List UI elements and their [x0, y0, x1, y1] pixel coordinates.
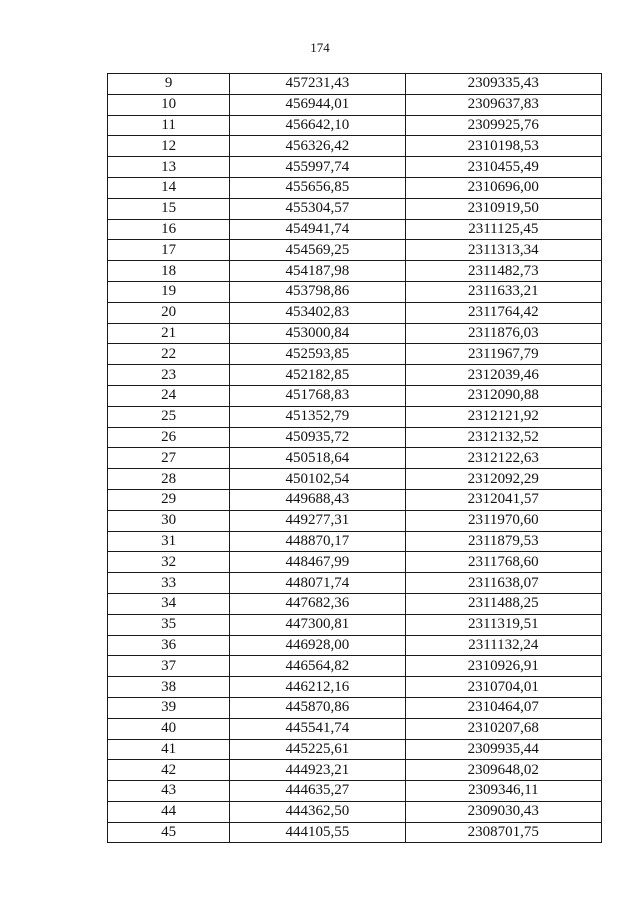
point-number-cell: 37	[108, 656, 230, 677]
x-coordinate-cell: 455656,85	[230, 177, 405, 198]
y-coordinate-cell: 2311967,79	[405, 344, 601, 365]
x-coordinate-cell: 445870,86	[230, 697, 405, 718]
table-row	[108, 302, 602, 323]
point-number-cell: 24	[108, 385, 230, 406]
y-coordinate-cell: 2311488,25	[405, 593, 601, 614]
point-number-cell: 40	[108, 718, 230, 739]
table-row	[108, 781, 602, 802]
point-number-cell: 44	[108, 801, 230, 822]
point-number-cell: 13	[108, 157, 230, 178]
y-coordinate-cell: 2311876,03	[405, 323, 601, 344]
point-number-cell: 39	[108, 697, 230, 718]
table-row	[108, 801, 602, 822]
point-number-cell: 17	[108, 240, 230, 261]
y-coordinate-cell: 2310198,53	[405, 136, 601, 157]
table-row	[108, 573, 602, 594]
x-coordinate-cell: 447300,81	[230, 614, 405, 635]
table-row	[108, 489, 602, 510]
x-coordinate-cell: 454569,25	[230, 240, 405, 261]
table-row	[108, 74, 602, 95]
point-number-cell: 21	[108, 323, 230, 344]
point-number-cell: 38	[108, 677, 230, 698]
point-number-cell: 27	[108, 448, 230, 469]
y-coordinate-cell: 2309637,83	[405, 94, 601, 115]
table-row	[108, 406, 602, 427]
y-coordinate-cell: 2312090,88	[405, 385, 601, 406]
point-number-cell: 16	[108, 219, 230, 240]
x-coordinate-cell: 456326,42	[230, 136, 405, 157]
y-coordinate-cell: 2309346,11	[405, 781, 601, 802]
table-row	[108, 219, 602, 240]
y-coordinate-cell: 2309935,44	[405, 739, 601, 760]
table-row	[108, 448, 602, 469]
point-number-cell: 11	[108, 115, 230, 136]
y-coordinate-cell: 2309925,76	[405, 115, 601, 136]
x-coordinate-cell: 453798,86	[230, 281, 405, 302]
x-coordinate-cell: 446212,16	[230, 677, 405, 698]
x-coordinate-cell: 449688,43	[230, 489, 405, 510]
y-coordinate-cell: 2311633,21	[405, 281, 601, 302]
point-number-cell: 19	[108, 281, 230, 302]
y-coordinate-cell: 2311768,60	[405, 552, 601, 573]
point-number-cell: 18	[108, 261, 230, 282]
table-row	[108, 635, 602, 656]
table-row	[108, 94, 602, 115]
x-coordinate-cell: 448870,17	[230, 531, 405, 552]
x-coordinate-cell: 444635,27	[230, 781, 405, 802]
y-coordinate-cell: 2311125,45	[405, 219, 601, 240]
point-number-cell: 14	[108, 177, 230, 198]
table-row	[108, 614, 602, 635]
point-number-cell: 33	[108, 573, 230, 594]
y-coordinate-cell: 2312132,52	[405, 427, 601, 448]
table-row	[108, 177, 602, 198]
point-number-cell: 36	[108, 635, 230, 656]
y-coordinate-cell: 2310704,01	[405, 677, 601, 698]
x-coordinate-cell: 448467,99	[230, 552, 405, 573]
x-coordinate-cell: 444105,55	[230, 822, 405, 843]
point-number-cell: 25	[108, 406, 230, 427]
y-coordinate-cell: 2310464,07	[405, 697, 601, 718]
table-row	[108, 697, 602, 718]
x-coordinate-cell: 446928,00	[230, 635, 405, 656]
y-coordinate-cell: 2312092,29	[405, 469, 601, 490]
table-row	[108, 427, 602, 448]
table-row	[108, 469, 602, 490]
table-row	[108, 510, 602, 531]
table-row	[108, 656, 602, 677]
y-coordinate-cell: 2311970,60	[405, 510, 601, 531]
table-row	[108, 739, 602, 760]
table-row	[108, 718, 602, 739]
x-coordinate-cell: 455997,74	[230, 157, 405, 178]
point-number-cell: 41	[108, 739, 230, 760]
y-coordinate-cell: 2309030,43	[405, 801, 601, 822]
x-coordinate-cell: 456642,10	[230, 115, 405, 136]
table-row	[108, 323, 602, 344]
table-row	[108, 552, 602, 573]
x-coordinate-cell: 446564,82	[230, 656, 405, 677]
y-coordinate-cell: 2312039,46	[405, 365, 601, 386]
table-row	[108, 593, 602, 614]
x-coordinate-cell: 445541,74	[230, 718, 405, 739]
x-coordinate-cell: 444362,50	[230, 801, 405, 822]
x-coordinate-cell: 444923,21	[230, 760, 405, 781]
y-coordinate-cell: 2310926,91	[405, 656, 601, 677]
y-coordinate-cell: 2309335,43	[405, 74, 601, 95]
point-number-cell: 20	[108, 302, 230, 323]
point-number-cell: 28	[108, 469, 230, 490]
table-row	[108, 115, 602, 136]
x-coordinate-cell: 453402,83	[230, 302, 405, 323]
point-number-cell: 32	[108, 552, 230, 573]
point-number-cell: 23	[108, 365, 230, 386]
y-coordinate-cell: 2311638,07	[405, 573, 601, 594]
y-coordinate-cell: 2311132,24	[405, 635, 601, 656]
point-number-cell: 12	[108, 136, 230, 157]
y-coordinate-cell: 2310207,68	[405, 718, 601, 739]
table-row	[108, 531, 602, 552]
x-coordinate-cell: 452593,85	[230, 344, 405, 365]
table-row	[108, 822, 602, 843]
x-coordinate-cell: 449277,31	[230, 510, 405, 531]
x-coordinate-cell: 451352,79	[230, 406, 405, 427]
y-coordinate-cell: 2311764,42	[405, 302, 601, 323]
x-coordinate-cell: 453000,84	[230, 323, 405, 344]
table-body	[108, 74, 602, 843]
x-coordinate-cell: 447682,36	[230, 593, 405, 614]
table-row	[108, 760, 602, 781]
x-coordinate-cell: 454941,74	[230, 219, 405, 240]
point-number-cell: 9	[108, 74, 230, 95]
y-coordinate-cell: 2310696,00	[405, 177, 601, 198]
table-row	[108, 385, 602, 406]
y-coordinate-cell: 2312041,57	[405, 489, 601, 510]
x-coordinate-cell: 454187,98	[230, 261, 405, 282]
y-coordinate-cell: 2310919,50	[405, 198, 601, 219]
page-number: 174	[310, 40, 330, 55]
table-row	[108, 677, 602, 698]
x-coordinate-cell: 457231,43	[230, 74, 405, 95]
point-number-cell: 10	[108, 94, 230, 115]
table-row	[108, 136, 602, 157]
point-number-cell: 26	[108, 427, 230, 448]
y-coordinate-cell: 2312121,92	[405, 406, 601, 427]
table-row	[108, 198, 602, 219]
table-row	[108, 240, 602, 261]
point-number-cell: 29	[108, 489, 230, 510]
point-number-cell: 43	[108, 781, 230, 802]
x-coordinate-cell: 451768,83	[230, 385, 405, 406]
y-coordinate-cell: 2311482,73	[405, 261, 601, 282]
x-coordinate-cell: 448071,74	[230, 573, 405, 594]
point-number-cell: 30	[108, 510, 230, 531]
y-coordinate-cell: 2310455,49	[405, 157, 601, 178]
table-row	[108, 157, 602, 178]
x-coordinate-cell: 450935,72	[230, 427, 405, 448]
point-number-cell: 31	[108, 531, 230, 552]
point-number-cell: 45	[108, 822, 230, 843]
table-row	[108, 365, 602, 386]
x-coordinate-cell: 455304,57	[230, 198, 405, 219]
x-coordinate-cell: 456944,01	[230, 94, 405, 115]
point-number-cell: 22	[108, 344, 230, 365]
x-coordinate-cell: 452182,85	[230, 365, 405, 386]
y-coordinate-cell: 2311319,51	[405, 614, 601, 635]
point-number-cell: 15	[108, 198, 230, 219]
y-coordinate-cell: 2311879,53	[405, 531, 601, 552]
point-number-cell: 35	[108, 614, 230, 635]
table-row	[108, 281, 602, 302]
y-coordinate-cell: 2312122,63	[405, 448, 601, 469]
x-coordinate-cell: 450102,54	[230, 469, 405, 490]
point-number-cell: 34	[108, 593, 230, 614]
coordinates-table	[107, 73, 602, 843]
table-row	[108, 261, 602, 282]
point-number-cell: 42	[108, 760, 230, 781]
y-coordinate-cell: 2309648,02	[405, 760, 601, 781]
y-coordinate-cell: 2308701,75	[405, 822, 601, 843]
table-row	[108, 344, 602, 365]
x-coordinate-cell: 445225,61	[230, 739, 405, 760]
y-coordinate-cell: 2311313,34	[405, 240, 601, 261]
x-coordinate-cell: 450518,64	[230, 448, 405, 469]
